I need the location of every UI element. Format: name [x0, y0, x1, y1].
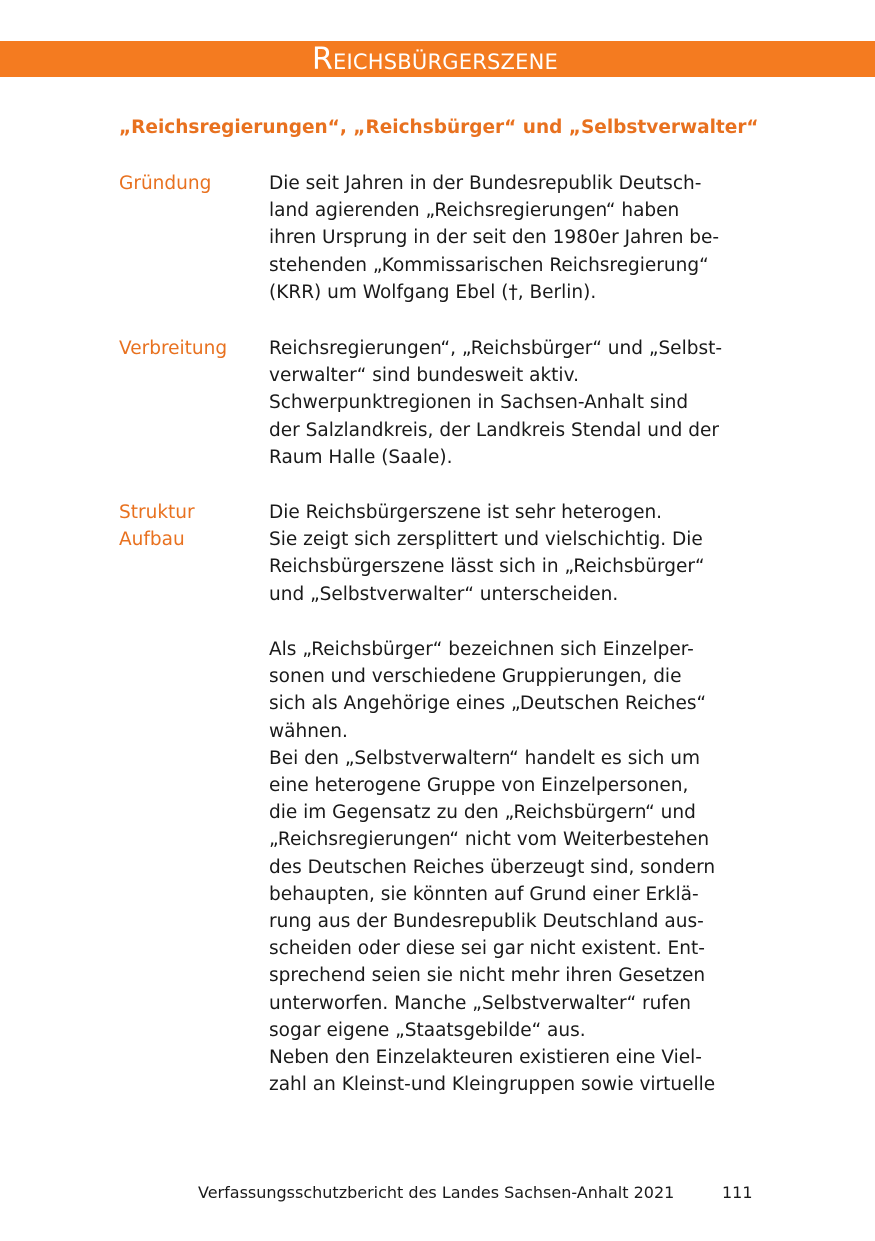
- text-line: sprechend seien sie nicht mehr ihren Gesetzen: [269, 965, 706, 987]
- label-line: Struktur: [119, 502, 195, 523]
- text-line: sich als Angehörige eines „Deutschen Reiches“: [269, 693, 707, 715]
- text-line: des Deutschen Reiches überzeugt sind, sondern: [269, 856, 716, 878]
- label-line: Verbreitung: [119, 338, 228, 359]
- text-line: ihren Ursprung in der seit den 1980er Jahren be-: [269, 227, 720, 249]
- section-title: Reichsbürgerszene: [312, 42, 558, 77]
- label-struktur-aufbau: [119, 499, 259, 553]
- text-struktur-intro: [269, 499, 759, 608]
- footer-report-title: Verfassungsschutzbericht des Landes Sachsen-Anhalt 2021: [198, 1183, 675, 1202]
- text-line: stehenden „Kommissarischen Reichsregierung“: [269, 254, 709, 276]
- text-line: behaupten, sie könnten auf Grund einer Erklä-: [269, 883, 699, 905]
- text-line: Reichsregierungen“, „Reichsbürger“ und „Selbst-: [269, 338, 723, 359]
- text-line: eine heterogene Gruppe von Einzelpersonen,: [269, 775, 689, 797]
- text-line: rung aus der Bundesrepublik Deutschland aus-: [269, 911, 704, 933]
- text-line: Die seit Jahren in der Bundesrepublik Deutsch-: [269, 173, 702, 194]
- text-line: „Reichsregierungen“ nicht vom Weiterbestehen: [269, 829, 710, 851]
- text-line: Sie zeigt sich zersplittert und vielschichtig. Die: [269, 529, 703, 551]
- text-line: wähnen.: [269, 720, 348, 742]
- page-subtitle: „Reichsregierungen“, „Reichsbürger“ und „Selbstverwalter“: [119, 117, 759, 138]
- text-line: unterworfen. Manche „Selbstverwalter“ rufen: [269, 992, 691, 1014]
- text-line: Neben den Einzelakteuren existieren eine Viel-: [269, 1047, 702, 1069]
- text-line: sonen und verschiedene Gruppierungen, die: [269, 666, 682, 688]
- footer-page-number: 111: [722, 1183, 753, 1202]
- text-line: Schwerpunktregionen in Sachsen-Anhalt sind: [269, 392, 689, 414]
- text-line: verwalter“ sind bundesweit aktiv.: [269, 365, 579, 387]
- text-line: Als „Reichsbürger“ bezeichnen sich Einzelper-: [269, 639, 694, 660]
- text-line: scheiden oder diese sei gar nicht existent. Ent-: [269, 938, 705, 960]
- text-line: Bei den „Selbstverwaltern“ handelt es sich um: [269, 747, 701, 769]
- text-line: land agierenden „Reichsregierungen“ haben: [269, 200, 680, 222]
- text-line: die im Gegensatz zu den „Reichsbürgern“ und: [269, 802, 696, 824]
- text-line: Die Reichsbürgerszene ist sehr heterogen.: [269, 502, 663, 523]
- text-verbreitung: [269, 335, 759, 471]
- text-line: zahl an Kleinst-und Kleingruppen sowie virtuelle: [269, 1074, 716, 1096]
- text-line: und „Selbstverwalter“ unterscheiden.: [269, 583, 619, 605]
- label-gruendung: [119, 170, 259, 197]
- text-line: sogar eigene „Staatsgebilde“ aus.: [269, 1019, 586, 1041]
- label-line: Gründung: [119, 173, 212, 194]
- text-gruendung: [269, 170, 759, 306]
- label-line: Aufbau: [119, 529, 185, 550]
- text-line: (KRR) um Wolfgang Ebel (†, Berlin).: [269, 281, 597, 303]
- text-struktur-details: [269, 636, 759, 1098]
- label-verbreitung: [119, 335, 259, 362]
- text-line: Reichsbürgerszene lässt sich in „Reichsbürger“: [269, 556, 705, 578]
- text-line: der Salzlandkreis, der Landkreis Stendal und der: [269, 419, 720, 441]
- text-line: Raum Halle (Saale).: [269, 446, 453, 468]
